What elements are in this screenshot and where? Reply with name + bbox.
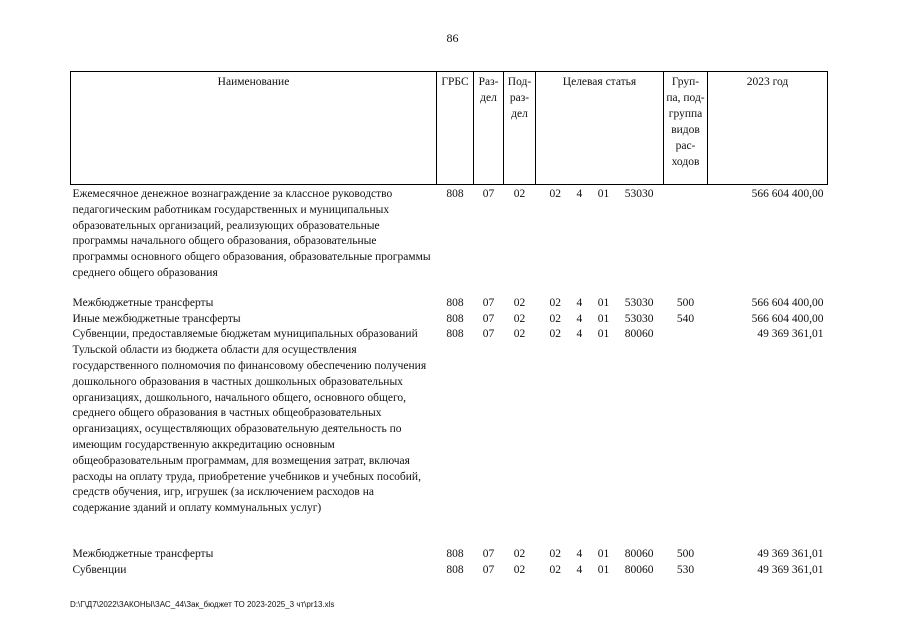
table-row <box>71 312 828 328</box>
row-name: Ежемесячное денежное вознаграждение за классное руководство педагогическим работникам государственных и муниципальных образовательных организаций, реализующих образовательные программы начального общего образования, образовательные программы основного общего образования, образовательные программы среднего общего образования <box>72 188 431 279</box>
row-amount: 566 604 400,00 <box>751 296 824 309</box>
row-podrazdel: 02 <box>513 328 526 341</box>
row-target-part: 01 <box>597 188 610 200</box>
row-amount: 49 369 361,01 <box>757 328 824 341</box>
row-name: Субвенции, предоставляемые бюджетам муниципальных образований Тульской области из бюджета области для осуществления государственного полномочия по финансовому обеспечению получения дошкольного образования в частных дошкольных образовательных организациях, дошкольного, начального общего, основного общего, среднего общего образования в частных общеобразовательных организациях, осуществляющих образовательную деятельность по имеющим государственную аккредитацию основным общеобразовательным программам, для возмещения затрат, включая расходы на оплату труда, приобретение учебников и учебных пособий, средств обучения, игр, игрушек (за исключением расходов на содержание зданий и оплату коммунальных услуг) <box>72 328 427 515</box>
row-name: Межбюджетные трансферты <box>72 547 214 560</box>
row-target-part: 53030 <box>624 296 654 309</box>
table-header-row <box>71 72 828 185</box>
row-target-part: 80060 <box>624 563 654 576</box>
page-number: 86 <box>446 31 459 45</box>
row-target-part: 4 <box>576 188 583 200</box>
row-grbs: 808 <box>446 563 464 576</box>
row-group: 500 <box>676 547 695 560</box>
row-amount: 49 369 361,01 <box>757 563 824 576</box>
row-target-part: 02 <box>549 312 561 325</box>
row-razdel: 07 <box>482 547 495 560</box>
row-target-part: 4 <box>576 328 583 341</box>
header-razdel: Раз- дел <box>474 72 504 185</box>
row-target-part: 02 <box>549 563 561 576</box>
row-grbs: 808 <box>446 328 464 341</box>
row-target-part: 4 <box>576 547 583 560</box>
table-row <box>71 547 828 563</box>
row-razdel: 07 <box>482 296 495 309</box>
row-grbs: 808 <box>446 312 464 325</box>
row-target <box>536 296 664 312</box>
row-target-part: 02 <box>549 547 561 560</box>
row-target <box>536 327 664 517</box>
header-name: Наименование <box>71 72 437 185</box>
row-grbs: 808 <box>446 296 464 309</box>
table-row <box>71 296 828 312</box>
header-group: Груп- па, под- группа видов рас- ходов <box>664 72 708 185</box>
row-target-part: 01 <box>597 312 610 325</box>
row-podrazdel: 02 <box>513 563 526 576</box>
header-target: Целевая статья <box>536 72 664 185</box>
footer-file-path: D:\Г\Д7\2022\ЗАКОНЫ\ЗАС_44\Зак_бюджет ТО 2023-2025_3 чт\pr13.xls <box>70 600 335 609</box>
row-name: Иные межбюджетные трансферты <box>72 312 241 325</box>
row-podrazdel: 02 <box>513 547 526 560</box>
row-target <box>536 547 664 563</box>
table-row <box>71 563 828 579</box>
row-razdel: 07 <box>482 563 495 576</box>
row-group <box>664 187 708 282</box>
row-target-part: 02 <box>549 328 561 341</box>
row-amount: 49 369 361,01 <box>757 547 824 560</box>
row-target <box>536 563 664 579</box>
row-podrazdel: 02 <box>513 312 526 325</box>
row-group <box>664 327 708 517</box>
row-name: Межбюджетные трансферты <box>72 296 214 309</box>
row-amount: 566 604 400,00 <box>751 312 824 325</box>
row-target <box>536 312 664 328</box>
row-group: 530 <box>676 563 695 576</box>
table-row <box>71 187 828 282</box>
row-razdel: 07 <box>482 188 495 200</box>
row-razdel: 07 <box>482 328 495 341</box>
row-target-part: 02 <box>549 296 561 309</box>
row-grbs: 808 <box>446 547 464 560</box>
budget-table <box>70 71 828 579</box>
row-grbs: 808 <box>446 188 464 200</box>
row-target-part: 01 <box>597 296 610 309</box>
row-target <box>536 187 664 282</box>
row-target-part: 4 <box>576 312 583 325</box>
row-group: 500 <box>676 296 695 309</box>
row-podrazdel: 02 <box>513 188 526 200</box>
row-target-part: 02 <box>549 188 561 200</box>
row-razdel: 07 <box>482 312 495 325</box>
row-target-part: 80060 <box>624 547 654 560</box>
row-podrazdel: 02 <box>513 296 526 309</box>
row-target-part: 53030 <box>624 312 654 325</box>
row-target-part: 53030 <box>624 188 654 200</box>
row-target-part: 01 <box>597 563 610 576</box>
table-row <box>71 327 828 517</box>
row-target-part: 80060 <box>624 328 654 341</box>
row-group: 540 <box>676 312 695 325</box>
header-year: 2023 год <box>708 72 828 185</box>
row-amount: 566 604 400,00 <box>751 188 824 200</box>
header-podrazdel: Под- раз- дел <box>504 72 536 185</box>
table-body <box>71 185 828 579</box>
row-target-part: 4 <box>576 296 583 309</box>
row-target-part: 01 <box>597 328 610 341</box>
row-name: Субвенции <box>72 563 127 576</box>
row-target-part: 4 <box>576 563 583 576</box>
row-target-part: 01 <box>597 547 610 560</box>
header-grbs: ГРБС <box>437 72 474 185</box>
